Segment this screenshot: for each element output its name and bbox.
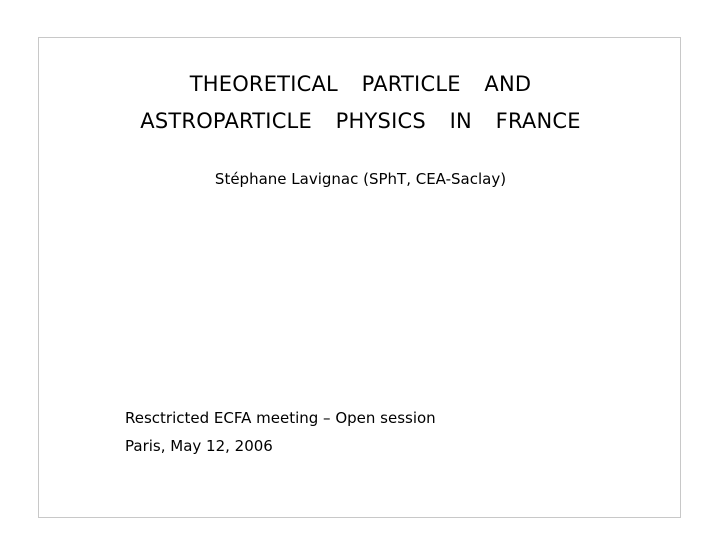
slide-title-line-1: THEORETICAL PARTICLE AND — [189, 72, 532, 96]
place-date: Paris, May 12, 2006 — [125, 437, 273, 455]
slide-title-line-2: ASTROPARTICLE PHYSICS IN FRANCE — [140, 109, 581, 133]
slide-frame — [38, 37, 681, 518]
meeting-info: Resctricted ECFA meeting – Open session — [125, 409, 436, 427]
author-affiliation: Stéphane Lavignac (SPhT, CEA-Saclay) — [214, 170, 507, 188]
